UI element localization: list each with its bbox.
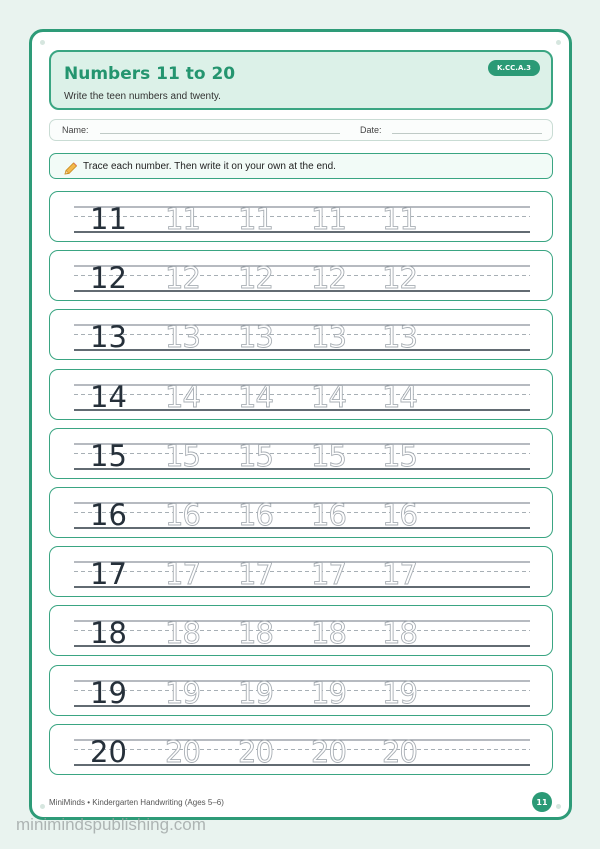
name-line[interactable]	[100, 133, 340, 134]
corner-dot	[40, 40, 45, 45]
practice-row	[49, 309, 553, 360]
corner-dot	[556, 804, 561, 809]
model-number: 15	[90, 438, 127, 473]
trace-number[interactable]: 17	[382, 557, 417, 592]
trace-number[interactable]: 11	[238, 202, 273, 236]
trace-number[interactable]: 13	[382, 320, 417, 355]
trace-number[interactable]: 20	[382, 734, 417, 769]
model-number: 17	[90, 557, 127, 592]
model-number: 18	[90, 616, 127, 651]
instruction-text: Trace each number. Then write it on your own at the end.	[83, 161, 336, 172]
trace-number[interactable]: 18	[311, 616, 346, 651]
pencil-icon	[64, 160, 78, 179]
trace-number[interactable]: 20	[238, 734, 273, 769]
trace-number[interactable]: 12	[238, 261, 273, 296]
worksheet-page	[29, 29, 572, 820]
trace-number[interactable]: 16	[165, 497, 200, 532]
trace-number[interactable]: 13	[238, 320, 273, 355]
trace-number[interactable]: 14	[238, 379, 273, 414]
name-label: Name:	[62, 125, 89, 135]
trace-number[interactable]: 20	[311, 734, 346, 769]
trace-number[interactable]: 12	[382, 261, 417, 296]
practice-row	[49, 724, 553, 775]
practice-row	[49, 605, 553, 656]
date-line[interactable]	[392, 133, 542, 134]
trace-number[interactable]: 14	[311, 379, 346, 414]
trace-number[interactable]: 18	[238, 616, 273, 651]
practice-row	[49, 487, 553, 538]
trace-number[interactable]: 11	[165, 202, 200, 236]
page-number-badge: 11	[532, 792, 552, 812]
name-date-bar	[49, 119, 553, 141]
trace-number[interactable]: 13	[311, 320, 346, 355]
trace-number[interactable]: 19	[165, 675, 200, 710]
practice-row	[49, 665, 553, 716]
model-number: 13	[90, 320, 127, 355]
trace-number[interactable]: 12	[311, 261, 346, 296]
trace-number[interactable]: 16	[311, 497, 346, 532]
practice-row	[49, 428, 553, 479]
trace-number[interactable]: 11	[382, 202, 417, 236]
trace-number[interactable]: 18	[382, 616, 417, 651]
practice-row	[49, 369, 553, 420]
instruction-box	[49, 153, 553, 179]
model-number: 12	[90, 261, 127, 296]
trace-number[interactable]: 15	[238, 438, 273, 473]
watermark: minimindspublishing.com	[16, 815, 206, 834]
trace-number[interactable]: 13	[165, 320, 200, 355]
model-number: 20	[90, 734, 127, 769]
date-label: Date:	[360, 125, 382, 135]
page-subtitle: Write the teen numbers and twenty.	[64, 91, 221, 102]
trace-number[interactable]: 16	[382, 497, 417, 532]
trace-number[interactable]: 17	[165, 557, 200, 592]
trace-number[interactable]: 11	[311, 202, 346, 236]
trace-number[interactable]: 19	[238, 675, 273, 710]
trace-number[interactable]: 15	[311, 438, 346, 473]
practice-row	[49, 546, 553, 597]
header-box	[49, 50, 553, 110]
model-number: 19	[90, 675, 127, 710]
trace-number[interactable]: 20	[165, 734, 200, 769]
trace-number[interactable]: 19	[311, 675, 346, 710]
model-number: 14	[90, 379, 127, 414]
footer-text: MiniMinds • Kindergarten Handwriting (Ages 5–6)	[49, 798, 224, 807]
practice-row	[49, 191, 553, 242]
corner-dot	[40, 804, 45, 809]
model-number: 16	[90, 497, 127, 532]
trace-number[interactable]: 17	[238, 557, 273, 592]
trace-number[interactable]: 12	[165, 261, 200, 296]
practice-row	[49, 250, 553, 301]
trace-number[interactable]: 16	[238, 497, 273, 532]
trace-number[interactable]: 15	[165, 438, 200, 473]
trace-number[interactable]: 14	[382, 379, 417, 414]
trace-number[interactable]: 17	[311, 557, 346, 592]
trace-number[interactable]: 18	[165, 616, 200, 651]
standard-badge: K.CC.A.3	[488, 60, 540, 76]
trace-number[interactable]: 14	[165, 379, 200, 414]
trace-number[interactable]: 19	[382, 675, 417, 710]
page-title: Numbers 11 to 20	[64, 64, 236, 84]
trace-number[interactable]: 15	[382, 438, 417, 473]
corner-dot	[556, 40, 561, 45]
practice-rows	[49, 191, 553, 783]
model-number: 11	[90, 202, 127, 236]
